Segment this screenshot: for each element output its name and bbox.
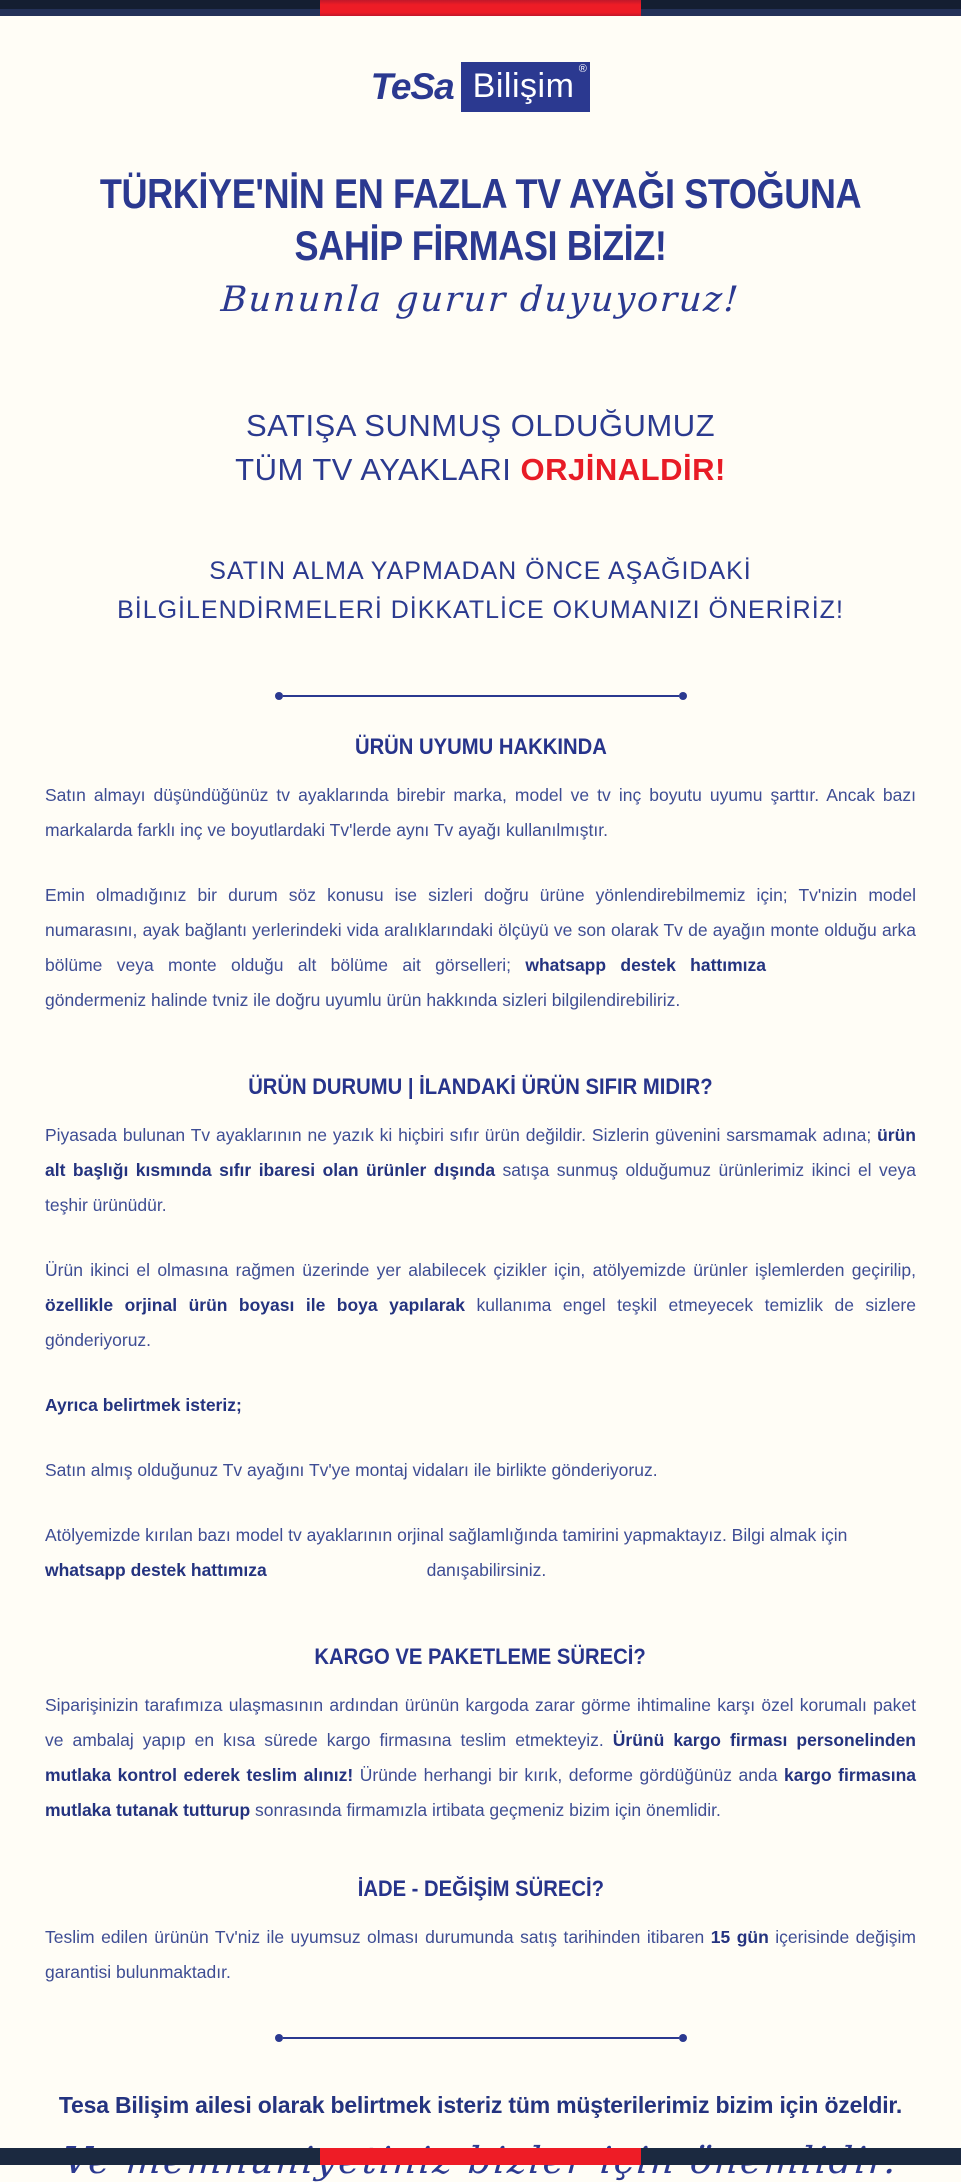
section-divider-bottom	[275, 2034, 687, 2042]
paragraph-ayrica: Ayrıca belirtmek isteriz;	[45, 1394, 242, 1415]
section-heading-kargo: KARGO VE PAKETLEME SÜRECİ?	[314, 1643, 647, 1669]
bottom-decorative-bar	[0, 2148, 961, 2165]
divider-dot-left	[275, 692, 283, 700]
paragraph-uyum-1: Satın almayı düşündüğünüz tv ayaklarında birebir marka, model ve tv inç boyutu uyumu şarttır. Ancak bazı markalarda farklı inç ve boyutlardaki Tv'lerde aynı Tv ayağı kullanılmıştır.	[45, 784, 916, 840]
section-heading-urun-uyumu: ÜRÜN UYUMU HAKKINDA	[354, 733, 607, 759]
paragraph-kargo: Siparişinizin tarafımıza ulaşmasının ardından ürünün kargoda zarar görme ihtimaline karşı özel korumalı paket ve ambalaj yapıp en kısa sürede kargo firmasına teslim etmekteyiz. Ürünü kargo firması personelinden mutlaka kontrol ederek teslim alınız! Üründe herhangi bir kırık, deforme gördüğünüz anda kargo firmasına mutlaka tutanak tutturup sonrasında firmamızla irtibata geçmeniz bizim için önemlidir.	[45, 1694, 916, 1820]
logo-bilisim-box	[461, 62, 591, 112]
page-title-line2: SAHİP FİRMASI BİZİZ!	[294, 222, 667, 270]
originality-statement	[0, 404, 961, 492]
brand-logo	[0, 62, 961, 112]
logo-tesa-text: TeSa	[370, 66, 454, 107]
divider-dot-right	[679, 692, 687, 700]
bottom-bar-navy-right	[641, 2148, 961, 2165]
logo-bilisim-text: Bilişim	[472, 67, 575, 105]
top-bar-navy-right	[641, 0, 961, 16]
section-divider-top	[275, 692, 687, 700]
section-heading-urun-durumu: ÜRÜN DURUMU | İLANDAKİ ÜRÜN SIFIR MIDIR?	[248, 1073, 713, 1099]
hero-tagline-script: Bununla gurur duyuyoruz!	[219, 280, 742, 321]
registered-trademark-icon: ®	[578, 63, 588, 75]
paragraph-durum-1: Piyasada bulunan Tv ayaklarının ne yazık ki hiçbiri sıfır ürün değildir. Sizlerin güvenini sarsmamak adına; ürün alt başlığı kısmında sıfır ibaresi olan ürünler dışında satışa sunmuş olduğumuz ürünlerimiz ikinci el veya teşhir ürünüdür.	[45, 1124, 916, 1215]
top-bar-red-center	[320, 0, 640, 16]
read-notice-line1: SATIN ALMA YAPMADAN ÖNCE AŞAĞIDAKİ	[209, 557, 752, 586]
info-sections	[0, 734, 961, 1990]
read-notice-line2: BİLGİLENDİRMELERİ DİKKATLİCE OKUMANIZI ÖNERİRİZ!	[117, 595, 844, 624]
paragraph-iade: Teslim edilen ürünün Tv'niz ile uyumsuz olması durumunda satış tarihinden itibaren 15 gün içerisinde değişim garantisi bulunmaktadır.	[45, 1926, 916, 1982]
top-bar-navy-left	[0, 0, 320, 16]
originality-line1: SATIŞA SUNMUŞ OLDUĞUMUZ	[245, 408, 716, 444]
bottom-bar-red-center	[320, 2148, 640, 2165]
paragraph-tamir: Atölyemizde kırılan bazı model tv ayaklarının orjinal sağlamlığında tamirini yapmaktayız. Bilgi almak için whatsapp destek hattımıza danışabilirsiniz.	[45, 1524, 848, 1580]
paragraph-durum-2: Ürün ikinci el olmasına rağmen üzerinde yer alabilecek çizikler için, atölyemizde ürünler işlemlerden geçirilip, özellikle orjinal ürün boyası ile boya yapılarak kullanıma engel teşkil etmeyecek temizlik de sizlere gönderiyoruz.	[45, 1259, 916, 1350]
originality-line2: TÜM TV AYAKLARI ORJİNALDİR!	[235, 452, 726, 488]
divider-line	[283, 695, 679, 697]
divider-dot-right	[679, 2034, 687, 2042]
divider-dot-left	[275, 2034, 283, 2042]
top-decorative-bar	[0, 0, 961, 16]
paragraph-vida: Satın almış olduğunuz Tv ayağını Tv'ye montaj vidaları ile birlikte gönderiyoruz.	[45, 1459, 658, 1480]
footer-bold-message: Tesa Bilişim ailesi olarak belirtmek isteriz tüm müşterilerimiz bizim için özeldir.	[58, 2091, 903, 2118]
divider-line	[283, 2037, 679, 2039]
page-title-line1: TÜRKİYE'NİN EN FAZLA TV AYAĞI STOĞUNA	[99, 170, 862, 217]
section-heading-iade: İADE - DEĞİŞİM SÜRECİ?	[357, 1875, 604, 1901]
bottom-bar-navy-left	[0, 2148, 320, 2165]
page-title	[0, 168, 961, 272]
paragraph-uyum-2: Emin olmadığınız bir durum söz konusu ise sizleri doğru ürüne yönlendirebilmemiz için; Tv'nizin model numarasını, ayak bağlantı yerlerindeki vida aralıklarındaki ölçüyü ve son olarak Tv de ayağın monte olduğu arka bölüme veya monte olduğu alt bölüme ait görselleri; whatsapp destek hattımıza göndermeniz halinde tvniz ile doğru uyumlu ürün hakkında sizleri bilgilendirebiliriz.	[45, 884, 916, 1010]
read-notice	[0, 552, 961, 630]
